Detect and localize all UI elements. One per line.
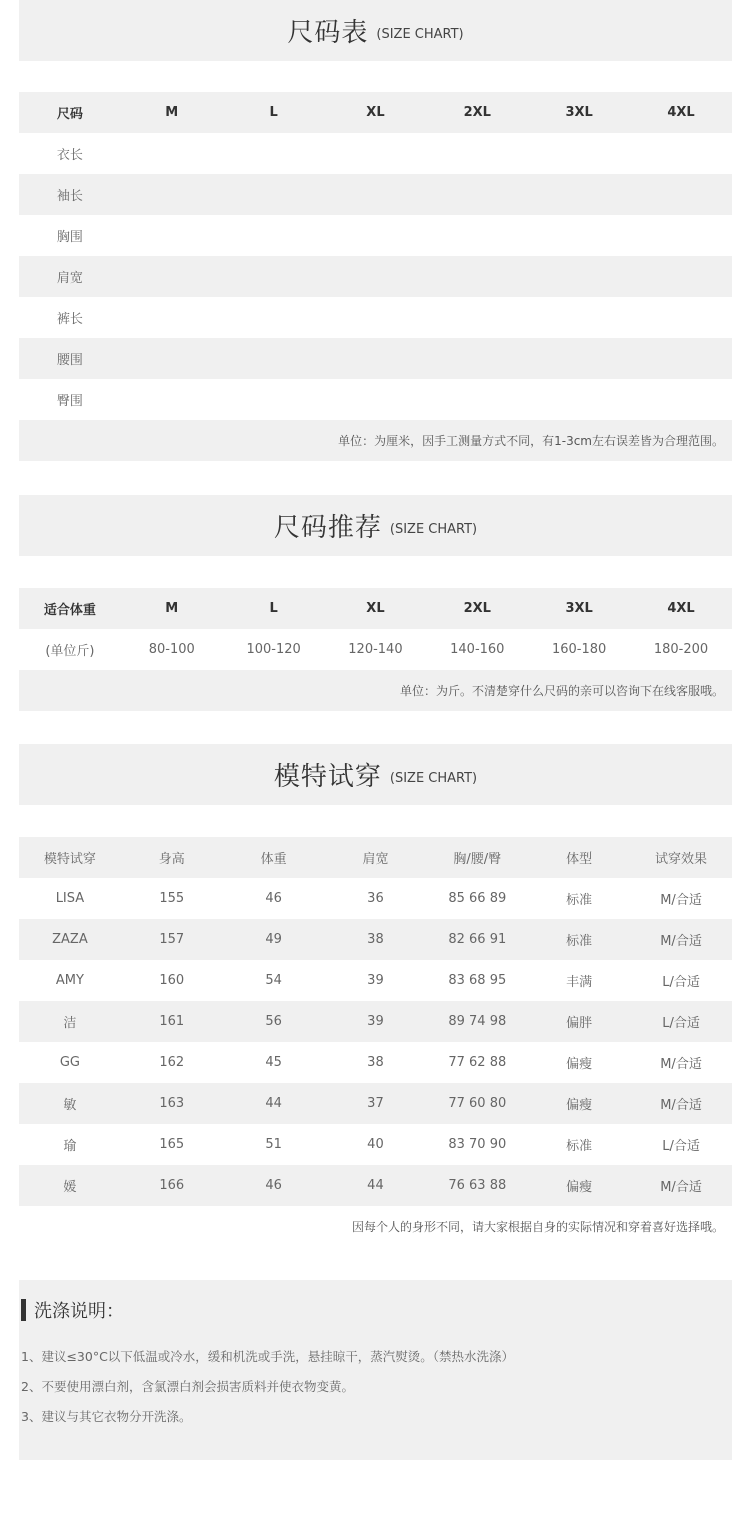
size-recommend-header-row: [19, 588, 732, 629]
cell: [121, 256, 223, 297]
cell: 洁: [19, 1001, 121, 1042]
table-row: [19, 174, 732, 215]
header-cell: 3XL: [528, 92, 630, 133]
table-row: [19, 1042, 732, 1083]
cell: [630, 256, 732, 297]
cell: [223, 256, 325, 297]
size-chart-title-band: [19, 0, 732, 61]
cell: 标准: [528, 919, 630, 960]
table-row: [19, 133, 732, 174]
header-cell: M: [121, 92, 223, 133]
cell: [223, 174, 325, 215]
cell: 39: [325, 1001, 427, 1042]
table-row: [19, 256, 732, 297]
cell: [528, 379, 630, 420]
cell: 偏胖: [528, 1001, 630, 1042]
size-recommend-table: [19, 588, 732, 670]
cell: [325, 297, 427, 338]
cell: L/合适: [662, 975, 700, 990]
cell: [630, 133, 732, 174]
header-cell: 模特试穿: [19, 837, 121, 878]
cell: 丰满: [566, 975, 593, 990]
cell: 46: [223, 1165, 325, 1206]
table-row: [19, 1165, 732, 1206]
header-cell: 2XL: [426, 92, 528, 133]
title-accent-bar: [21, 1299, 26, 1321]
cell: 85 66 89: [448, 891, 507, 906]
cell: 36: [367, 891, 384, 906]
cell: 140-160: [450, 642, 505, 657]
cell: 166: [121, 1165, 223, 1206]
wash-instructions-panel: [19, 1280, 732, 1460]
cell: 100-120: [246, 642, 301, 657]
cell: [426, 297, 528, 338]
table-row: [19, 297, 732, 338]
cell: 77 60 80: [426, 1083, 528, 1124]
row-label: 肩宽: [19, 256, 121, 297]
cell: 38: [367, 1055, 384, 1070]
cell: L/合适: [630, 1001, 732, 1042]
size-recommend-title: 尺码推荐: [273, 513, 382, 543]
size-chart-note: 单位：为厘米，因手工测量方式不同，有1-3cm左右误差皆为合理范围。: [19, 420, 732, 461]
header-cell: 体型: [528, 837, 630, 878]
size-chart-table: [19, 92, 732, 420]
cell: [528, 256, 630, 297]
cell: 标准: [566, 893, 593, 908]
cell: 160: [159, 973, 185, 988]
cell: [426, 133, 528, 174]
table-row: [19, 878, 732, 919]
cell: [426, 215, 528, 256]
header-cell: 2XL: [426, 588, 528, 629]
header-cell: L: [223, 92, 325, 133]
cell: [223, 297, 325, 338]
wash-line: 1、建议≤30°C以下低温或冷水，缓和机洗或手洗，悬挂晾干，蒸汽熨烫。（禁热水洗涤）: [21, 1349, 515, 1364]
size-recommend-note: 单位：为斤。不清楚穿什么尺码的亲可以咨询下在线客服哦。: [19, 670, 732, 711]
table-row: [19, 1001, 732, 1042]
header-cell: 胸/腰/臀: [426, 837, 528, 878]
cell: 80-100: [148, 642, 195, 657]
cell: [121, 215, 223, 256]
cell: [325, 379, 427, 420]
wash-title: 洗涤说明：: [34, 1301, 124, 1322]
header-cell: M: [121, 588, 223, 629]
cell: 162: [159, 1055, 185, 1070]
model-tryon-note: 因每个人的身形不同，请大家根据自身的实际情况和穿着喜好选择哦。: [351, 1220, 724, 1234]
cell: M/合适: [660, 1057, 702, 1072]
cell: [121, 174, 223, 215]
cell: [325, 174, 427, 215]
cell: ZAZA: [19, 919, 121, 960]
cell: 38: [325, 919, 427, 960]
row-label: 腰围: [19, 338, 121, 379]
header-cell: 适合体重: [19, 588, 121, 629]
cell: LISA: [55, 891, 85, 906]
cell: [630, 379, 732, 420]
cell: [630, 338, 732, 379]
cell: 76 63 88: [426, 1165, 528, 1206]
cell: 160-180: [551, 642, 607, 657]
header-cell: 尺码: [19, 92, 121, 133]
row-label: 裤长: [56, 312, 83, 327]
row-label: 臀围: [56, 394, 83, 409]
cell: [528, 338, 630, 379]
model-tryon-header-row: [19, 837, 732, 878]
cell: [121, 297, 223, 338]
cell: M/合适: [660, 893, 702, 908]
cell: [325, 338, 427, 379]
model-tryon-subtitle: (SIZE CHART): [389, 771, 478, 786]
cell: 偏瘦: [566, 1057, 593, 1072]
cell: [630, 297, 732, 338]
cell: [426, 338, 528, 379]
cell: 瑜: [63, 1139, 77, 1154]
cell: [223, 215, 325, 256]
row-label: 胸围: [56, 230, 83, 245]
header-cell: 3XL: [528, 588, 630, 629]
cell: [630, 215, 732, 256]
cell: 82 66 91: [426, 919, 528, 960]
header-cell: 4XL: [630, 92, 732, 133]
cell: [223, 133, 325, 174]
cell: 163: [121, 1083, 223, 1124]
cell: 40: [367, 1137, 384, 1152]
cell: 45: [265, 1055, 282, 1070]
table-row: [19, 960, 732, 1001]
cell: [426, 379, 528, 420]
header-cell: 试穿效果: [630, 837, 732, 878]
cell: [528, 297, 630, 338]
cell: 51: [265, 1137, 282, 1152]
cell: 媛: [19, 1165, 121, 1206]
cell: [630, 174, 732, 215]
cell: 161: [121, 1001, 223, 1042]
size-chart-header-row: [19, 92, 732, 133]
model-tryon-table: [19, 837, 732, 1206]
cell: 标准: [566, 1139, 593, 1154]
wash-title-row: [21, 1299, 124, 1321]
size-chart-title: 尺码表: [287, 18, 369, 48]
cell: M/合适: [630, 919, 732, 960]
cell: L/合适: [662, 1139, 700, 1154]
header-cell: 肩宽: [325, 837, 427, 878]
cell: M/合适: [630, 1165, 732, 1206]
model-tryon-title-band: [19, 744, 732, 805]
header-cell: 4XL: [630, 588, 732, 629]
cell: 165: [159, 1137, 185, 1152]
size-recommend-subtitle: (SIZE CHART): [389, 522, 478, 537]
cell: AMY: [55, 973, 84, 988]
cell: 120-140: [348, 642, 403, 657]
cell: [121, 338, 223, 379]
row-label: 衣长: [56, 148, 83, 163]
header-cell: 体重: [223, 837, 325, 878]
header-cell: 身高: [121, 837, 223, 878]
cell: [528, 174, 630, 215]
cell: 157: [121, 919, 223, 960]
cell: 89 74 98: [426, 1001, 528, 1042]
table-row: [19, 1083, 732, 1124]
cell: 83 70 90: [448, 1137, 507, 1152]
cell: 46: [265, 891, 282, 906]
cell: [223, 338, 325, 379]
size-recommend-title-band: [19, 495, 732, 556]
cell: [121, 379, 223, 420]
cell: 54: [265, 973, 282, 988]
header-cell: XL: [325, 588, 427, 629]
cell: [325, 215, 427, 256]
cell: M/合适: [630, 1083, 732, 1124]
cell: GG: [59, 1055, 80, 1070]
cell: 180-200: [653, 642, 709, 657]
cell: 44: [325, 1165, 427, 1206]
wash-line: 3、建议与其它衣物分开洗涤。: [21, 1409, 192, 1424]
cell: 155: [159, 891, 185, 906]
header-cell: L: [223, 588, 325, 629]
cell: 49: [223, 919, 325, 960]
cell: [426, 174, 528, 215]
table-row: [19, 215, 732, 256]
cell: 偏瘦: [528, 1165, 630, 1206]
cell: 44: [223, 1083, 325, 1124]
cell: 敏: [19, 1083, 121, 1124]
table-row: [19, 379, 732, 420]
cell: [528, 133, 630, 174]
header-cell: XL: [325, 92, 427, 133]
cell: [426, 256, 528, 297]
table-row: [19, 1124, 732, 1165]
cell: [528, 215, 630, 256]
table-row: [19, 919, 732, 960]
cell: [325, 256, 427, 297]
size-chart-subtitle: (SIZE CHART): [376, 27, 464, 42]
row-label: (单位斤): [45, 644, 95, 659]
cell: 56: [223, 1001, 325, 1042]
cell: [121, 133, 223, 174]
cell: [223, 379, 325, 420]
row-label: 袖长: [19, 174, 121, 215]
cell: 77 62 88: [448, 1055, 507, 1070]
table-row: [19, 629, 732, 670]
cell: 偏瘦: [528, 1083, 630, 1124]
wash-line: 2、不要使用漂白剂，含氯漂白剂会损害质料并使衣物变黄。: [21, 1379, 354, 1394]
cell: [325, 133, 427, 174]
model-tryon-title: 模特试穿: [273, 762, 382, 792]
cell: 83 68 95: [448, 973, 507, 988]
table-row: [19, 338, 732, 379]
cell: 39: [367, 973, 384, 988]
cell: 37: [325, 1083, 427, 1124]
